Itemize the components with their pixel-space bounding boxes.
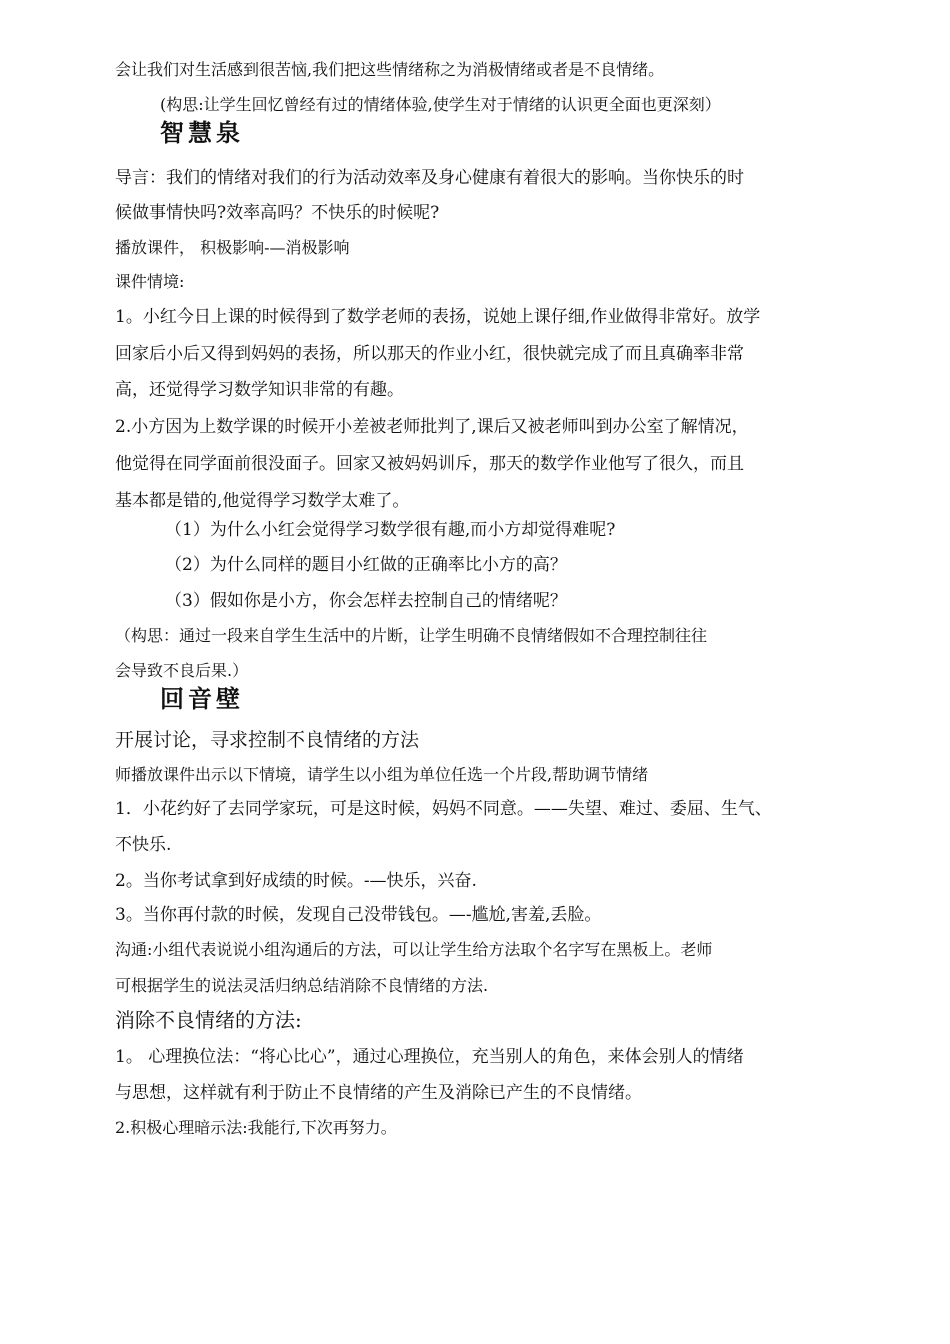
subheading: 消除不良情绪的方法: (115, 1008, 302, 1032)
question-line: （3）假如你是小方，你会怎样去控制自己的情绪呢？ (165, 591, 567, 611)
method-line: 2.积极心理暗示法:我能行,下次再努力。 (115, 1118, 397, 1137)
text-line: 播放课件， 积极影响-—消极影响 (115, 238, 350, 257)
section-heading-huiyinbi: 回音壁 (160, 684, 244, 713)
text-line: 课件情境: (115, 272, 185, 291)
text-line: 师播放课件出示以下情境，请学生以小组为单位任选一个片段,帮助调节情绪 (115, 765, 649, 784)
situation-line: 2。当你考试拿到好成绩的时候。-—快乐，兴奋. (115, 871, 477, 891)
scenario-line: 基本都是错的,他觉得学习数学太难了。 (115, 491, 410, 511)
situation-line: 3。当你再付款的时候，发现自己没带钱包。—-尴尬,害羞,丢脸。 (115, 905, 602, 925)
intro-line: 候做事情快吗?效率高吗？不快乐的时候呢? (115, 203, 440, 223)
scenario-line: 高，还觉得学习数学知识非常的有趣。 (115, 380, 404, 400)
intro-line: 导言：我们的情绪对我们的行为活动效率及身心健康有着很大的影响。当你快乐的时 (115, 168, 744, 188)
scenario-line: 1。小红今日上课的时候得到了数学老师的表扬，说她上课仔细,作业做得非常好。放学 (115, 307, 761, 327)
scenario-line: 2.小方因为上数学课的时候开小差被老师批判了,课后又被老师叫到办公室了解情况， (115, 417, 749, 437)
design-note: （构思：通过一段来自学生生活中的片断，让学生明确不良情绪假如不合理控制往往 (115, 626, 708, 645)
text-line: 会让我们对生活感到很苦恼,我们把这些情绪称之为消极情绪或者是不良情绪。 (115, 60, 665, 79)
situation-line: 不快乐. (115, 835, 172, 855)
question-line: （1）为什么小红会觉得学习数学很有趣,而小方却觉得难呢? (165, 520, 616, 540)
situation-line: 1．小花约好了去同学家玩，可是这时候，妈妈不同意。——失望、难过、委屈、生气、 (115, 799, 772, 819)
method-line: 1。 心理换位法：“将心比心”，通过心理换位，充当别人的角色，来体会别人的情绪 (115, 1047, 744, 1067)
section-heading-zhihuiquan: 智慧泉 (160, 118, 244, 147)
method-line: 与思想，这样就有利于防止不良情绪的产生及消除已产生的不良情绪。 (115, 1083, 642, 1103)
design-note: 会导致不良后果.） (115, 661, 249, 680)
text-line: 可根据学生的说法灵活归纳总结消除不良情绪的方法. (115, 976, 489, 995)
design-note: (构思:让学生回忆曾经有过的情绪体验,使学生对于情绪的认识更全面也更深刻） (160, 95, 721, 114)
scenario-line: 回家后小后又得到妈妈的表扬，所以那天的作业小红，很快就完成了而且真确率非常 (115, 344, 744, 364)
subheading: 开展讨论，寻求控制不良情绪的方法 (115, 729, 420, 751)
question-line: （2）为什么同样的题目小红做的正确率比小方的高？ (165, 555, 567, 575)
text-line: 沟通:小组代表说说小组沟通后的方法，可以让学生给方法取个名字写在黑板上。老师 (115, 940, 713, 959)
scenario-line: 他觉得在同学面前很没面子。回家又被妈妈训斥，那天的数学作业他写了很久，而且 (115, 454, 744, 474)
